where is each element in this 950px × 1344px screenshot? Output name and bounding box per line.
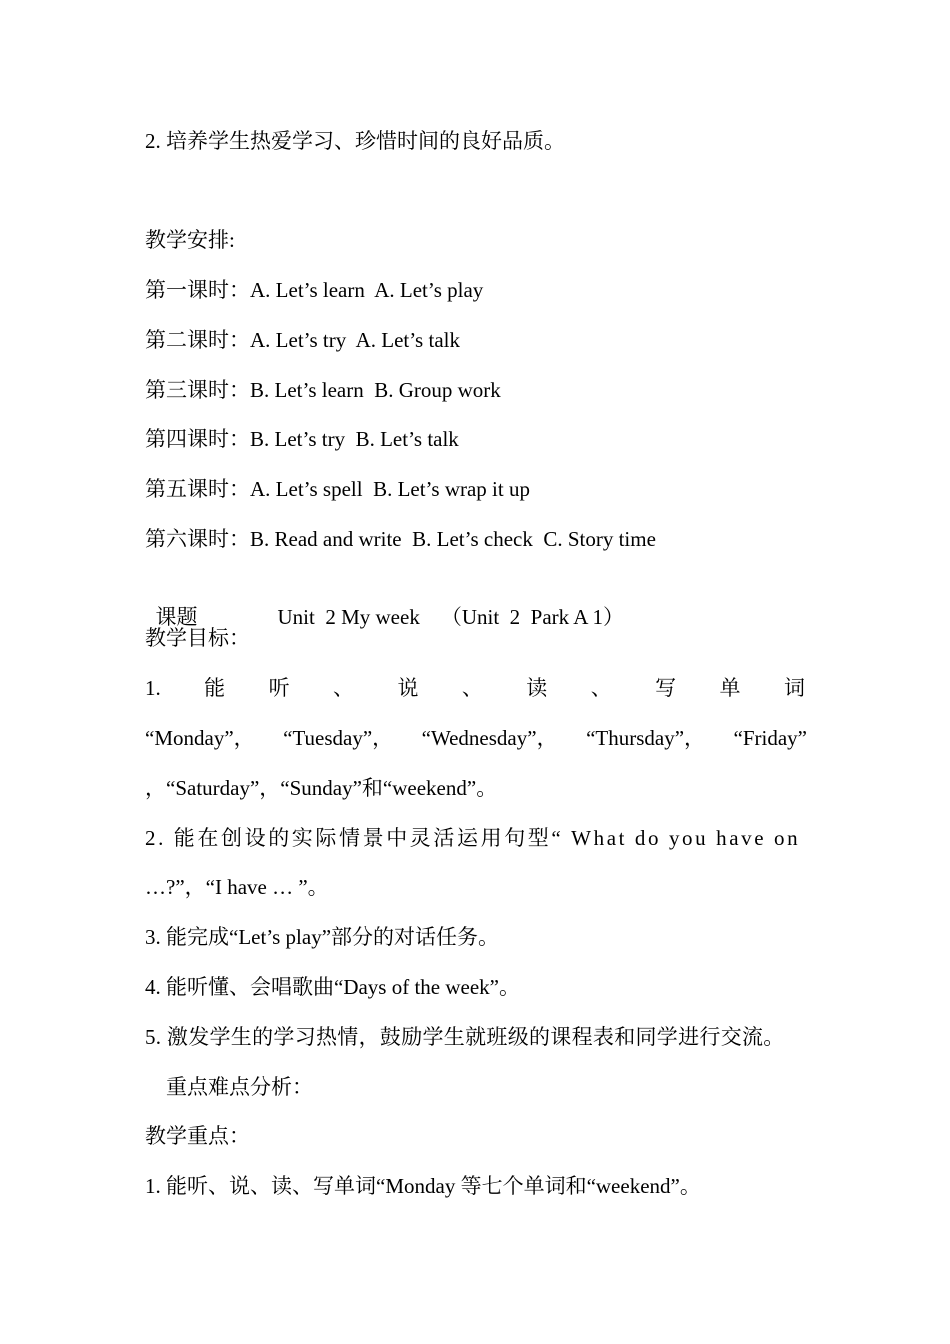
key-points-heading: 教学重点：	[145, 1124, 250, 1148]
obj1-word: 、	[461, 676, 483, 700]
obj1-word: 、	[590, 676, 612, 700]
objectives-heading: 教学目标：	[145, 626, 250, 650]
objective-5-line: 5. 激发学生的学习热情，鼓励学生就班级的课程表和同学进行交流。	[145, 1025, 785, 1049]
obj1-word: 能	[204, 676, 226, 700]
lesson-5-line: 第五课时：A. Let’s spell B. Let’s wrap it up	[145, 477, 530, 501]
quality-goal-line: 2. 培养学生热爱学习、珍惜时间的良好品质。	[145, 129, 565, 153]
obj1-day: “Thursday”，	[586, 726, 706, 750]
obj1-word: 、	[333, 676, 355, 700]
obj1-day: “Friday”	[733, 726, 807, 750]
lesson-2-line: 第二课时：A. Let’s try A. Let’s talk	[145, 328, 460, 352]
obj1-word: 1.	[145, 676, 161, 700]
topic-line	[145, 575, 624, 631]
obj1-word: 单	[719, 676, 741, 700]
objective-3-line: 3. 能完成“Let’s play”部分的对话任务。	[145, 925, 500, 949]
lesson-4-line: 第四课时：B. Let’s try B. Let’s talk	[145, 427, 459, 451]
objective-1-line-1	[145, 674, 805, 702]
objective-1-line-2	[145, 724, 807, 752]
obj1-word: 读	[526, 676, 548, 700]
obj1-day: “Monday”，	[145, 726, 255, 750]
lesson-1-line: 第一课时：A. Let’s learn A. Let’s play	[145, 278, 484, 302]
lesson-6-line: 第六课时：B. Read and write B. Let’s check C. Story time	[145, 527, 656, 551]
obj1-word: 写	[655, 676, 677, 700]
topic-label: 课题	[155, 605, 198, 629]
key-point-1-line: 1. 能听、说、读、写单词“Monday 等七个单词和“weekend”。	[145, 1174, 701, 1198]
obj1-word: 听	[268, 676, 290, 700]
obj1-day: “Tuesday”，	[283, 726, 394, 750]
obj1-word: 词	[783, 676, 805, 700]
arrangement-heading: 教学安排:	[145, 228, 235, 252]
objective-2-line-2: …?”，“I have … ”。	[145, 875, 329, 899]
obj1-day: “Wednesday”，	[421, 726, 558, 750]
topic-value: Unit 2 My week （Unit 2 Park A 1）	[277, 605, 624, 629]
objective-1-line-3: ，“Saturday”，“Sunday”和“weekend”。	[145, 776, 498, 800]
obj1-word: 说	[397, 676, 419, 700]
objective-2-line-1: 2. 能在创设的实际情景中灵活运用句型“ What do you have on	[145, 826, 801, 850]
objective-4-line: 4. 能听懂、会唱歌曲“Days of the week”。	[145, 975, 521, 999]
lesson-3-line: 第三课时：B. Let’s learn B. Group work	[145, 378, 501, 402]
analysis-heading: 重点难点分析：	[166, 1075, 313, 1099]
